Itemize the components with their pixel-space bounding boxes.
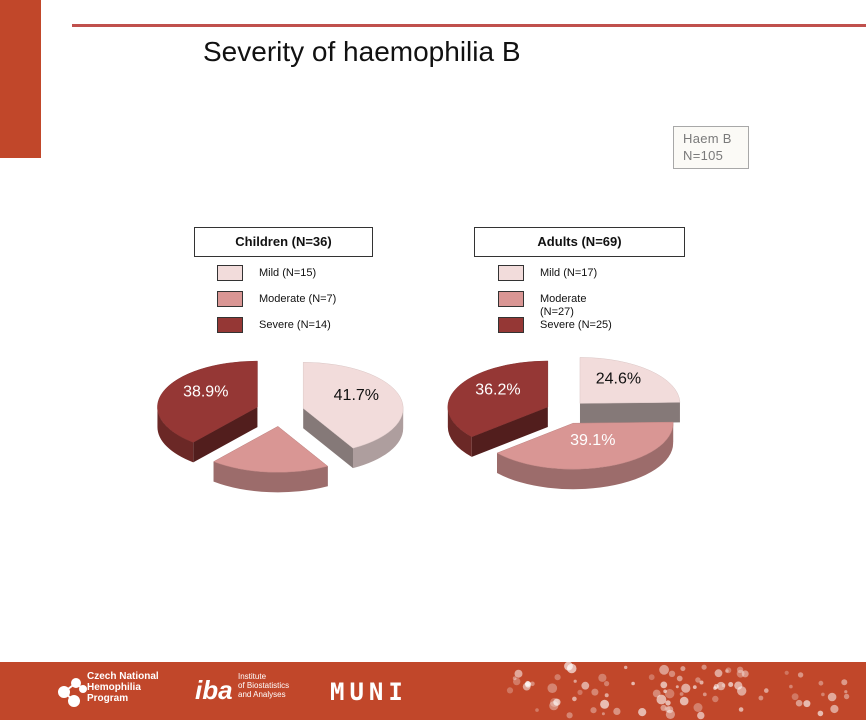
decorative-dot <box>605 693 609 697</box>
decorative-dot <box>602 712 605 715</box>
network-logo-icon <box>56 675 88 709</box>
decorative-dot <box>659 665 669 675</box>
decorative-dot <box>577 690 582 695</box>
decorative-dot <box>844 690 847 693</box>
page-title: Severity of haemophilia B <box>203 36 521 67</box>
decorative-dot <box>665 689 674 698</box>
decorative-dot <box>676 685 679 688</box>
data-label-severe: 36.2% <box>475 381 521 399</box>
legend-label: Moderate (N=27) <box>540 293 587 318</box>
decorative-dot <box>759 696 764 701</box>
decorative-dot <box>680 692 684 696</box>
decorative-dot <box>665 706 671 712</box>
decorative-dot <box>624 666 627 669</box>
decorative-dot <box>830 705 838 713</box>
decorative-dot <box>590 707 596 713</box>
decorative-dot <box>739 707 744 712</box>
decorative-dot <box>574 680 577 683</box>
decorative-dot <box>819 681 824 686</box>
pie-slice-mild <box>580 357 680 423</box>
decorative-dot <box>828 693 837 702</box>
iba-logo: iba <box>195 675 233 705</box>
decorative-dot <box>737 670 745 678</box>
adults-pie-chart <box>448 357 680 489</box>
data-label-mild: 24.6% <box>595 370 642 388</box>
decorative-dot <box>567 712 573 718</box>
children-pie-chart <box>157 361 403 492</box>
decorative-dot <box>792 693 799 700</box>
legend-label: Severe (N=14) <box>259 319 331 331</box>
decorative-dot <box>785 671 789 675</box>
logo-text-line: Institute <box>238 672 267 681</box>
decorative-dot <box>722 683 726 687</box>
total-count-value: N=105 <box>683 148 724 163</box>
decorative-dot <box>613 708 620 715</box>
logo-text-line: Czech National <box>87 671 159 682</box>
decorative-dot <box>728 682 733 687</box>
decorative-dot <box>697 712 704 719</box>
czech-hemophilia-logo <box>87 671 159 704</box>
decorative-dot <box>796 700 803 707</box>
decorative-dot <box>798 672 803 677</box>
decorative-dot <box>572 697 577 702</box>
decorative-dot <box>513 676 517 680</box>
decorative-dot <box>555 674 561 680</box>
children-chart-title: Children (N=36) <box>194 227 373 257</box>
decorative-dot <box>677 676 683 682</box>
decorative-dot <box>702 665 707 670</box>
logo-text-line: of Biostatistics <box>238 681 290 690</box>
decorative-dots-pattern <box>500 662 866 720</box>
footer-bar <box>0 662 866 720</box>
decorative-dot <box>669 671 675 677</box>
slice-side-wall <box>580 402 680 423</box>
decorative-dot <box>694 703 703 712</box>
data-label-moderate: 39.1% <box>570 431 616 449</box>
pie-slice-mild <box>303 362 403 468</box>
data-label-mild: 41.7% <box>333 386 380 404</box>
legend-label: Mild (N=17) <box>540 267 598 279</box>
decorative-dot <box>715 669 723 677</box>
decorative-dot <box>525 681 530 686</box>
decorative-dot <box>564 662 573 671</box>
decorative-dot <box>638 708 646 716</box>
logo-text-line: Program <box>87 693 129 704</box>
decorative-dot <box>803 700 810 707</box>
total-count-label: Haem B <box>683 131 732 146</box>
decorative-dot <box>591 689 598 696</box>
decorative-dot <box>712 696 718 702</box>
decorative-dot <box>604 681 609 686</box>
decorative-dot <box>515 670 523 678</box>
decorative-dot <box>581 682 589 690</box>
decorative-dot <box>818 711 824 717</box>
decorative-dot <box>657 695 667 705</box>
decorative-dot <box>821 693 825 697</box>
adults-chart-title: Adults (N=69) <box>474 227 685 257</box>
decorative-dot <box>693 685 697 689</box>
decorative-dot <box>734 682 742 690</box>
decorative-dot <box>680 697 689 706</box>
logo-text-line: Hemophilia <box>87 682 141 693</box>
iba-logo-subtitle <box>238 672 289 699</box>
data-label-severe: 38.9% <box>183 383 229 401</box>
decorative-dot <box>695 677 700 682</box>
decorative-dot <box>841 679 847 685</box>
legend-label: Mild (N=15) <box>259 267 317 279</box>
decorative-dot <box>553 699 560 706</box>
decorative-dot <box>649 674 655 680</box>
decorative-dot <box>681 684 690 693</box>
decorative-dot <box>507 687 513 693</box>
logo-text-line: and Analyses <box>238 690 286 699</box>
decorative-dot <box>680 666 685 671</box>
decorative-dot <box>844 694 849 699</box>
muni-logo: MUNI <box>330 678 408 706</box>
decorative-dot <box>764 688 769 693</box>
decorative-dot <box>713 686 717 690</box>
decorative-dot <box>703 693 707 697</box>
decorative-dot <box>535 708 539 712</box>
decorative-dot <box>665 700 670 705</box>
decorative-dot <box>725 669 729 673</box>
decorative-dot <box>660 682 667 689</box>
decorative-dot <box>789 685 793 689</box>
legend-label: Severe (N=25) <box>540 319 612 331</box>
legend-label: Moderate (N=7) <box>259 293 337 305</box>
decorative-dot <box>600 700 609 709</box>
decorative-dot <box>631 682 635 686</box>
decorative-dot <box>598 674 606 682</box>
decorative-dot <box>548 683 558 693</box>
